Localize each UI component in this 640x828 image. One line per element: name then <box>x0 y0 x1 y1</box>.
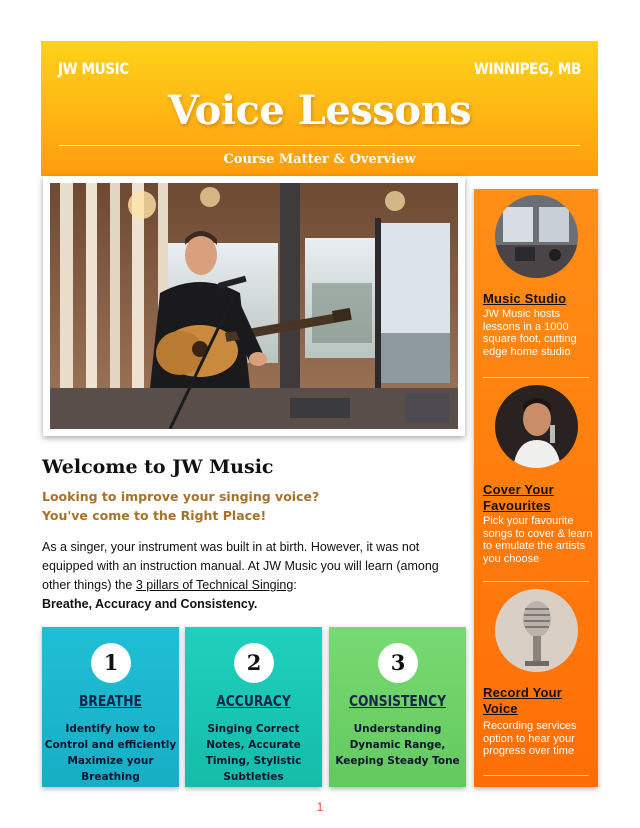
pillar-card-consistency <box>329 627 466 787</box>
sidebar-divider <box>483 581 589 582</box>
header-banner <box>41 41 598 176</box>
sidebar-body-record: Recording services option to hear your progress over time <box>483 720 577 757</box>
microphone-photo <box>495 589 578 672</box>
pillar-card-breathe <box>42 627 179 787</box>
pillar-name: CONSISTENCY <box>348 692 447 710</box>
guitarist-photo-illustration <box>50 183 458 429</box>
pillar-card-accuracy <box>185 627 322 787</box>
header-divider <box>59 145 580 146</box>
singer-photo <box>495 385 578 468</box>
studio-photo-illustration <box>495 195 578 278</box>
microphone-photo-illustration <box>495 589 578 672</box>
intro-text: As a singer, your instrument was built in at birth. However, it was not equipped with an instruction manual. At JW Music you will learn (among other things) the <box>42 540 439 592</box>
hero-photo-frame <box>43 176 465 436</box>
studio-photo <box>495 195 578 278</box>
sidebar-heading-cover: Cover Your Favourites <box>483 482 554 513</box>
location: WINNIPEG, MB <box>473 59 581 78</box>
hero-photo <box>50 183 458 429</box>
singer-photo-illustration <box>495 385 578 468</box>
tagline-line-1: Looking to improve your singing voice? <box>42 489 320 504</box>
tagline <box>42 487 319 525</box>
pillar-number: 2 <box>234 643 274 683</box>
sidebar <box>474 189 598 787</box>
brand-name: JW MUSIC <box>58 59 129 78</box>
welcome-heading: Welcome to JW Music <box>42 456 274 478</box>
pillar-number: 1 <box>91 643 131 683</box>
sidebar-body-studio: JW Music hosts lessons in a 1000 square foot, cutting edge home studio <box>483 308 577 358</box>
sidebar-heading-record: Record Your Voice <box>483 685 563 716</box>
pillar-name: ACCURACY <box>216 692 291 710</box>
pillar-description: Singing Correct Notes, Accurate Timing, Stylistic Subtleties <box>205 723 302 783</box>
pillars-list: Breathe, Accuracy and Consistency. <box>42 597 258 611</box>
intro-paragraph <box>42 538 466 614</box>
pillar-description: Understanding Dynamic Range, Keeping Steady Tone <box>335 723 460 767</box>
pillar-name: BREATHE <box>79 692 142 710</box>
intro-colon: : <box>293 578 297 592</box>
sidebar-divider <box>483 775 589 776</box>
page-number: 1 <box>316 800 324 814</box>
pillar-number: 3 <box>378 643 418 683</box>
sidebar-divider <box>483 377 589 378</box>
page-title: Voice Lessons <box>167 87 472 134</box>
pillar-description: Identify how to Control and efficiently Maximize your Breathing <box>44 723 177 783</box>
sidebar-heading-studio: Music Studio <box>483 291 567 306</box>
sidebar-body-cover: Pick your favourite songs to cover & learn to emulate the artists you choose <box>483 515 593 565</box>
page-subtitle: Course Matter & Overview <box>223 152 416 167</box>
tagline-line-2: You've come to the Right Place! <box>42 508 267 523</box>
pillars-link-text: 3 pillars of Technical Singing <box>135 578 294 592</box>
